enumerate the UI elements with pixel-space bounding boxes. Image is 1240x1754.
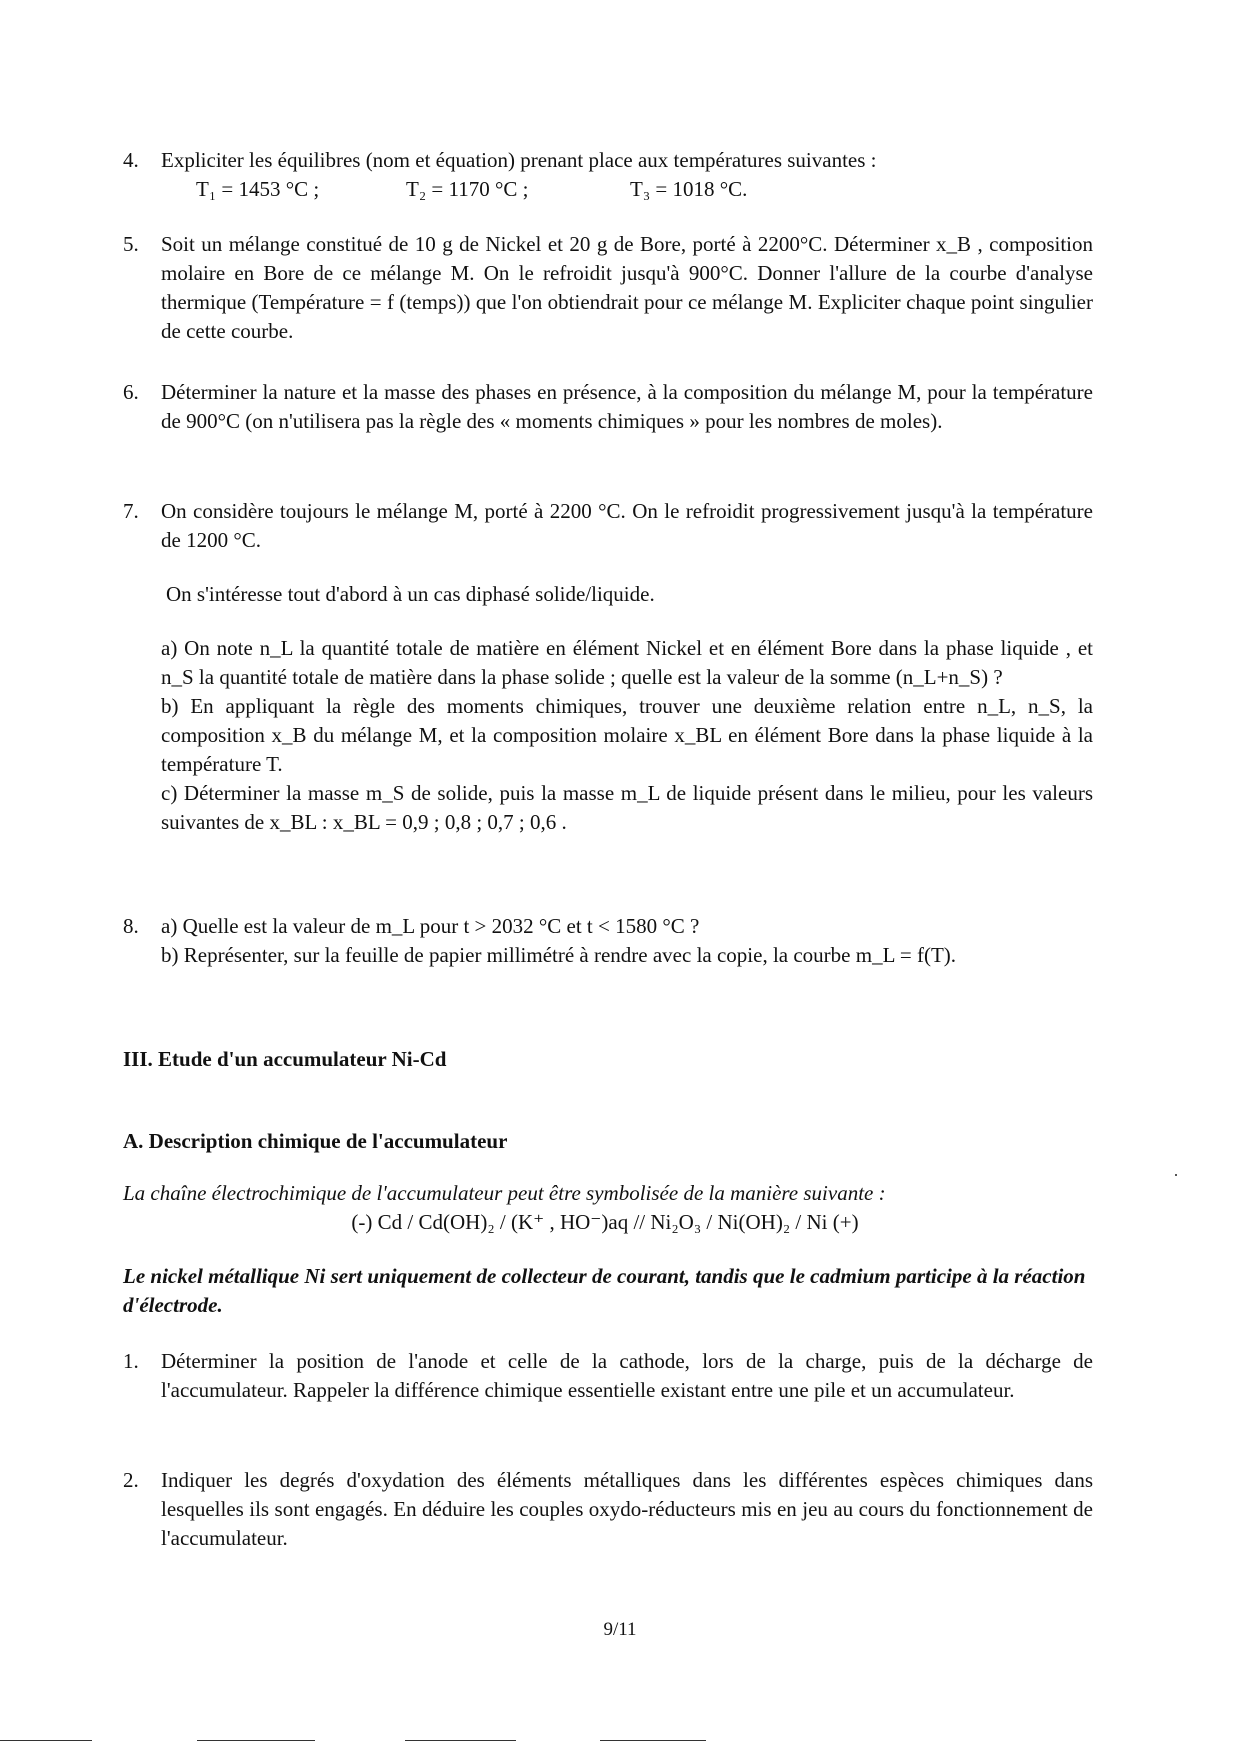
temperature-list xyxy=(196,175,1093,204)
temperature-t3: T₃ = 1018 °C. xyxy=(630,177,748,201)
chain-intro: La chaîne électrochimique de l'accumulateur peut être symbolisée de la manière suivante : xyxy=(123,1181,886,1205)
question-4 xyxy=(123,146,1093,204)
subsection-heading: A. Description chimique de l'accumulateur xyxy=(123,1129,508,1153)
question-intro: On s'intéresse tout d'abord à un cas diphasé solide/liquide. xyxy=(166,582,655,606)
question-number: 1. xyxy=(123,1349,139,1373)
footer-rule xyxy=(197,1740,315,1741)
question-number: 2. xyxy=(123,1468,139,1492)
temperature-t1: T₁ = 1453 °C ; xyxy=(196,177,320,201)
question-text: Déterminer la position de l'anode et celle de la cathode, lors de la charge, puis de la décharge de l'accumulateur. Rappeler la différence chimique essentielle existant entre une pile et un accumulateur. xyxy=(161,1349,1093,1402)
question-number: 8. xyxy=(123,914,139,938)
footer-rule xyxy=(0,1740,92,1741)
question-text: Expliciter les équilibres (nom et équation) prenant place aux températures suivantes : xyxy=(161,148,877,172)
footer-rule xyxy=(405,1740,516,1741)
question-number: 4. xyxy=(123,148,139,172)
question-7 xyxy=(123,497,1093,837)
temperature-t2: T₂ = 1170 °C ; xyxy=(406,177,529,201)
question-part-b: b) En appliquant la règle des moments chimiques, trouver une deuxième relation entre n_L, n_S, la composition x_B du mélange M, et la composition molaire x_BL en élément Bore dans la phase liquide à la température T. xyxy=(161,694,1093,776)
question-8 xyxy=(123,912,1093,970)
question-a2 xyxy=(123,1466,1093,1553)
question-number: 5. xyxy=(123,232,139,256)
question-number: 7. xyxy=(123,499,139,523)
question-number: 6. xyxy=(123,380,139,404)
question-text: On considère toujours le mélange M, porté à 2200 °C. On le refroidit progressivement jusqu'à la température de 1200 °C. xyxy=(161,499,1093,552)
question-part-a: a) Quelle est la valeur de m_L pour t > 2032 °C et t < 1580 °C ? xyxy=(161,914,700,938)
electrochemical-chain: (-) Cd / Cd(OH)₂ / (K⁺ , HO⁻)aq // Ni₂O₃ / Ni(OH)₂ / Ni (+) xyxy=(351,1210,859,1234)
page-number: 9/11 xyxy=(603,1619,637,1640)
scan-speck xyxy=(1175,1174,1177,1176)
question-part-c: c) Déterminer la masse m_S de solide, puis la masse m_L de liquide présent dans le milieu, pour les valeurs suivantes de x_BL : x_BL = 0,9 ; 0,8 ; 0,7 ; 0,6 . xyxy=(161,781,1093,834)
footer-rule xyxy=(600,1740,706,1741)
question-text: Indiquer les degrés d'oxydation des éléments métalliques dans les différentes espèces chimiques dans lesquelles ils sont engagés. En déduire les couples oxydo-réducteurs mis en jeu au cours du fonctionnement de l'accumulateur. xyxy=(161,1468,1093,1550)
question-part-b: b) Représenter, sur la feuille de papier millimétré à rendre avec la copie, la courbe m_L = f(T). xyxy=(161,943,957,967)
question-text: Soit un mélange constitué de 10 g de Nickel et 20 g de Bore, porté à 2200°C. Déterminer x_B , composition molaire en Bore de ce mélange M. On le refroidit jusqu'à 900°C. Donner l'allure de la courbe d'analyse thermique (Température = f (temps)) que l'on obtiendrait pour ce mélange M. Expliciter chaque point singulier de cette courbe. xyxy=(161,232,1093,343)
question-5 xyxy=(123,230,1093,346)
question-a1 xyxy=(123,1347,1093,1405)
question-6 xyxy=(123,378,1093,436)
question-part-a: a) On note n_L la quantité totale de matière en élément Nickel et en élément Bore dans la phase liquide , et n_S la quantité totale de matière dans la phase solide ; quelle est la valeur de la somme (n_L+n_S) ? xyxy=(161,636,1093,689)
section-heading: III. Etude d'un accumulateur Ni-Cd xyxy=(123,1047,447,1071)
question-text: Déterminer la nature et la masse des phases en présence, à la composition du mélange M, pour la température de 900°C (on n'utilisera pas la règle des « moments chimiques » pour les nombres de moles). xyxy=(161,380,1093,433)
nickel-note: Le nickel métallique Ni sert uniquement de collecteur de courant, tandis que le cadmium participe à la réaction d'électrode. xyxy=(123,1264,1086,1317)
